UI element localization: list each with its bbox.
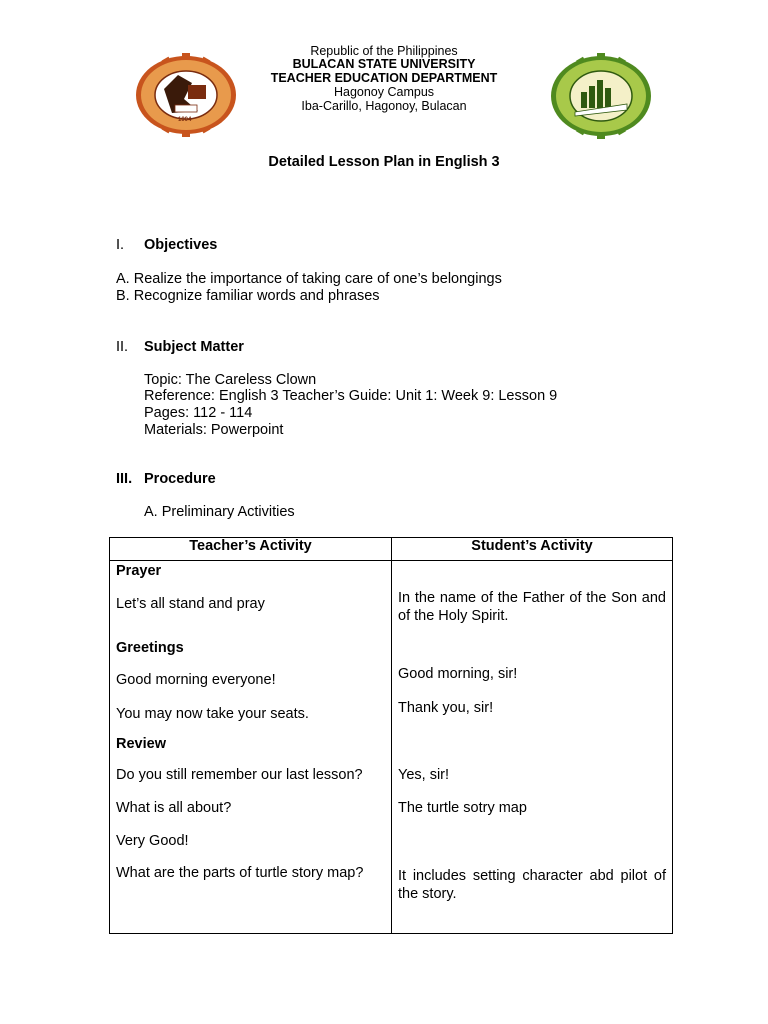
procedure-number: III. <box>116 471 133 487</box>
includes-response: It includes setting character abd pilot of the story. <box>398 868 666 902</box>
yes-response: Yes, sir! <box>398 767 450 783</box>
about-line: What is all about? <box>116 800 232 816</box>
objective-item-a: A. Realize the importance of taking care of one’s belongings <box>116 271 502 287</box>
pray-line: Let’s all stand and pray <box>116 596 265 612</box>
father-response: In the name of the Father of the Son and of the Holy Spirit. <box>398 590 666 624</box>
department-name: TEACHER EDUCATION DEPARTMENT <box>270 71 498 85</box>
subject-topic: Topic: The Careless Clown <box>144 372 317 388</box>
remember-line: Do you still remember our last lesson? <box>116 767 363 783</box>
subject-materials: Materials: Powerpoint <box>144 422 284 438</box>
campus-name: Hagonoy Campus <box>333 85 435 99</box>
parts-line: What are the parts of turtle story map? <box>116 865 364 881</box>
campus-address: Iba-Carillo, Hagonoy, Bulacan <box>301 99 467 113</box>
morning-line: Good morning everyone! <box>116 672 276 688</box>
objectives-heading: Objectives <box>144 237 218 253</box>
seats-line: You may now take your seats. <box>116 706 309 722</box>
republic-line: Republic of the Philippines <box>310 44 458 58</box>
thanks-response: Thank you, sir! <box>398 700 494 716</box>
university-name: BULACAN STATE UNIVERSITY <box>292 57 476 71</box>
preliminary-activities: A. Preliminary Activities <box>144 504 295 520</box>
subject-reference: Reference: English 3 Teacher’s Guide: Unit 1: Week 9: Lesson 9 <box>144 388 558 404</box>
activities-table <box>109 537 673 934</box>
greetings-label: Greetings <box>116 640 184 656</box>
morning-response: Good morning, sir! <box>398 666 518 682</box>
subject-heading: Subject Matter <box>144 339 244 355</box>
teacher-activity-header: Teacher’s Activity <box>110 538 392 561</box>
review-label: Review <box>116 736 166 752</box>
subject-pages: Pages: 112 - 114 <box>144 405 253 421</box>
objective-item-b: B. Recognize familiar words and phrases <box>116 288 380 304</box>
prayer-label: Prayer <box>116 563 162 579</box>
seal-year-text: 1904 <box>178 117 192 123</box>
procedure-heading: Procedure <box>144 471 216 487</box>
turtle-response: The turtle sotry map <box>398 800 527 816</box>
student-activity-header: Student’s Activity <box>392 538 673 561</box>
teacher-activity-cell <box>110 561 392 934</box>
subject-number: II. <box>116 339 129 355</box>
student-activity-cell <box>392 561 673 934</box>
table-row <box>110 561 673 934</box>
very-good-line: Very Good! <box>116 833 189 849</box>
table-header-row <box>110 538 673 561</box>
document-title: Detailed Lesson Plan in English 3 <box>268 154 500 170</box>
objectives-number: I. <box>116 237 125 253</box>
